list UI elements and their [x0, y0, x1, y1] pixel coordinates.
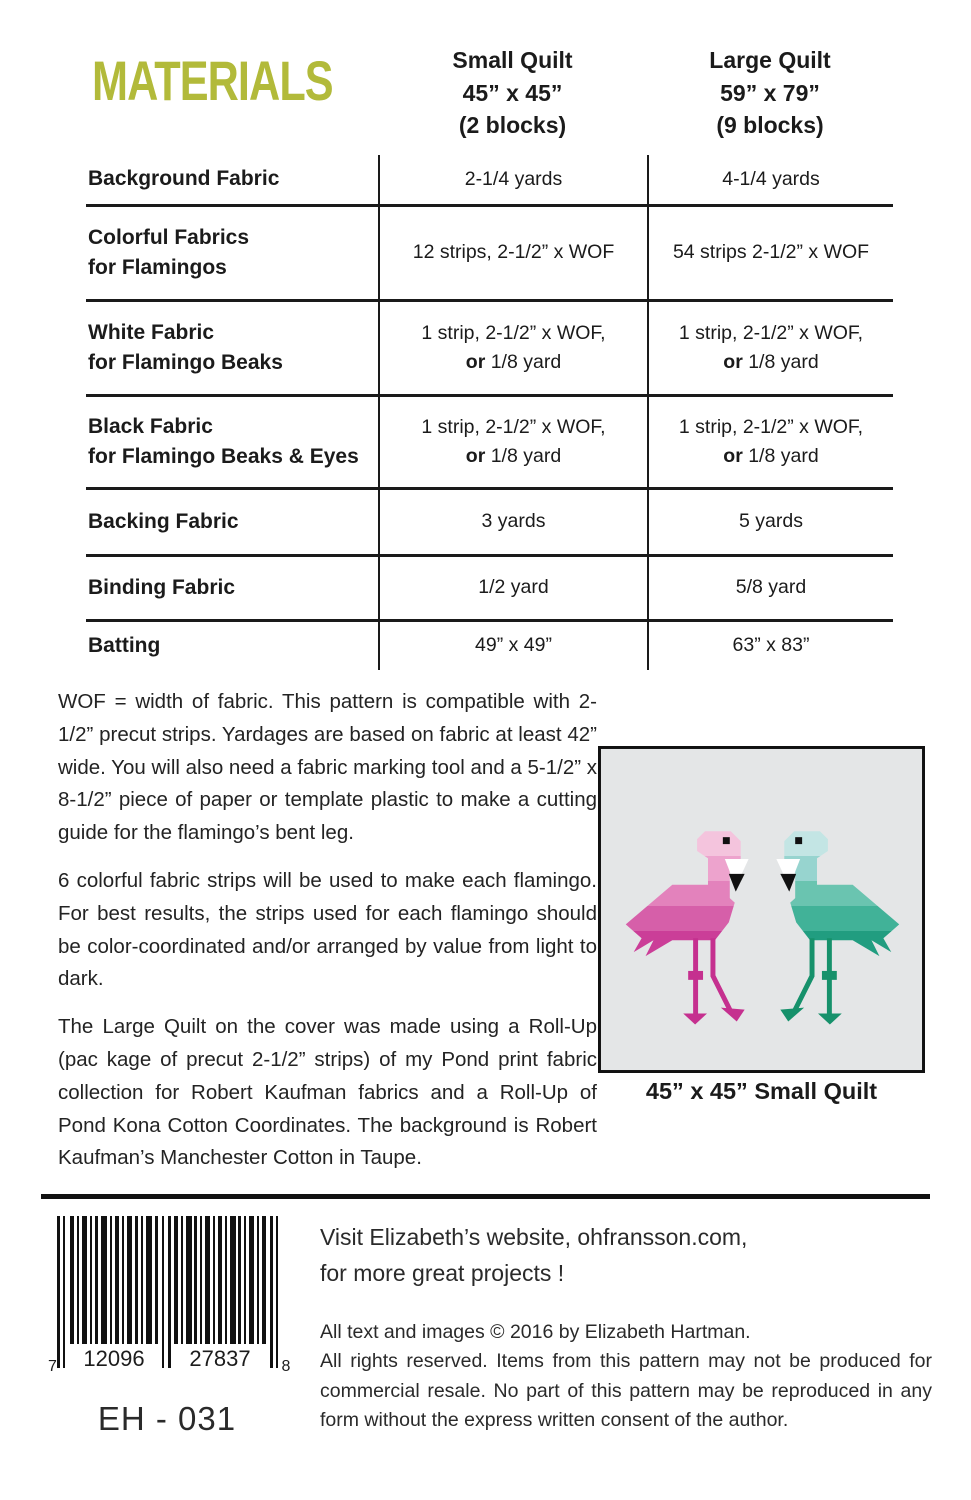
table-cell: 2-1/4 yards [378, 155, 647, 207]
table-cell: 5 yards [647, 490, 893, 557]
copyright-line1: All text and images © 2016 by Elizabeth Hartman. [320, 1321, 751, 1343]
small-quilt-blocks: (2 blocks) [458, 112, 567, 139]
row-label: Binding Fabric [86, 557, 378, 622]
barcode-digits-group1: 12096 [83, 1346, 145, 1371]
row-label: Batting [88, 633, 161, 657]
large-quilt-size: 59” x 79” [720, 79, 820, 106]
table-cell: 1 strip, 2-1/2” x WOF, or 1/8 yard [647, 397, 893, 490]
table-cell: 63” x 83” [647, 622, 893, 670]
page-title: MATERIALS [92, 49, 333, 112]
copyright-rest: All rights reserved. Items from this pattern may not be produced for commercial resale. No part of this pattern may be reproduced in any form without the express written consent of the author. [320, 1350, 932, 1431]
spacer [86, 44, 378, 142]
website-line1: Visit Elizabeth’s website, ohfransson.com, [320, 1224, 748, 1250]
row-label: Background Fabric [86, 155, 378, 207]
quilt-preview-image [598, 746, 925, 1073]
small-quilt-size: 45” x 45” [462, 79, 563, 106]
website-note [320, 1220, 935, 1291]
divider-rule [41, 1194, 930, 1199]
copyright-text [320, 1318, 932, 1435]
column-header-small-quilt [378, 44, 647, 142]
table-cell: 1 strip, 2-1/2” x WOF, or 1/8 yard [378, 397, 647, 490]
note-strips: 6 colorful fabric strips will be used to make each flamingo. For best results, the strips used for each flamingo should be color-coordinated and/or arranged by value from light to dark. [58, 868, 597, 991]
website-line2: for more great projects ! [320, 1259, 565, 1286]
materials-table [86, 155, 893, 670]
table-cell: 1 strip, 2-1/2” x WOF, or 1/8 yard [378, 302, 647, 397]
barcode [42, 1216, 292, 1396]
table-cell: 5/8 yard [647, 557, 893, 622]
row-label: Black Fabric for Flamingo Beaks & Eyes [86, 397, 378, 490]
large-quilt-blocks: (9 blocks) [716, 112, 824, 139]
table-cell: 49” x 49” [378, 622, 647, 670]
large-quilt-name: Large Quilt [709, 47, 831, 73]
barcode-right-digit: 8 [281, 1358, 291, 1375]
flamingo-eye [795, 837, 802, 844]
barcode-digits-group2: 27837 [189, 1346, 251, 1371]
table-cell: 54 strips 2-1/2” x WOF [647, 207, 893, 302]
notes-text [58, 686, 597, 1190]
table-cell: 1 strip, 2-1/2” x WOF, or 1/8 yard [647, 302, 893, 397]
flamingo-eye [723, 837, 730, 844]
note-cover-quilt: The Large Quilt on the cover was made using a Roll-Up (pac kage of precut 2-1/2” strips) of my Pond print fabric collection for Robert Kaufman fabrics and a Roll-Up of Pond Kona Cotton Coordinates. The background is Robert Kaufman’s Manchester Cotton in Taupe. [58, 1015, 597, 1170]
table-cell: 4-1/4 yards [647, 155, 893, 207]
table-cell: 12 strips, 2-1/2” x WOF [378, 207, 647, 302]
flamingo-quilt-illustration [598, 746, 925, 1073]
barcode-left-digit: 7 [48, 1358, 57, 1375]
row-label: Backing Fabric [86, 490, 378, 557]
row-label: White Fabric for Flamingo Beaks [86, 302, 378, 397]
note-wof: WOF = width of fabric. This pattern is compatible with 2-1/2” precut strips. Yardages are based on fabric at least 42” wide. You will also need a fabric marking tool and a 5-1/2” x 8-1/2” piece of paper or template plastic to make a cutting guide for the flamingo’s bent leg. [58, 690, 598, 845]
figure-caption: 45” x 45” Small Quilt [645, 1078, 878, 1104]
pattern-code: EH - 031 [97, 1400, 237, 1437]
small-quilt-name: Small Quilt [452, 47, 573, 73]
table-cell: 3 yards [378, 490, 647, 557]
row-label: Colorful Fabrics for Flamingos [86, 207, 378, 302]
table-column-headers [86, 44, 893, 142]
column-header-large-quilt [647, 44, 893, 142]
upc-barcode-icon [42, 1216, 292, 1391]
table-cell: 1/2 yard [378, 557, 647, 622]
